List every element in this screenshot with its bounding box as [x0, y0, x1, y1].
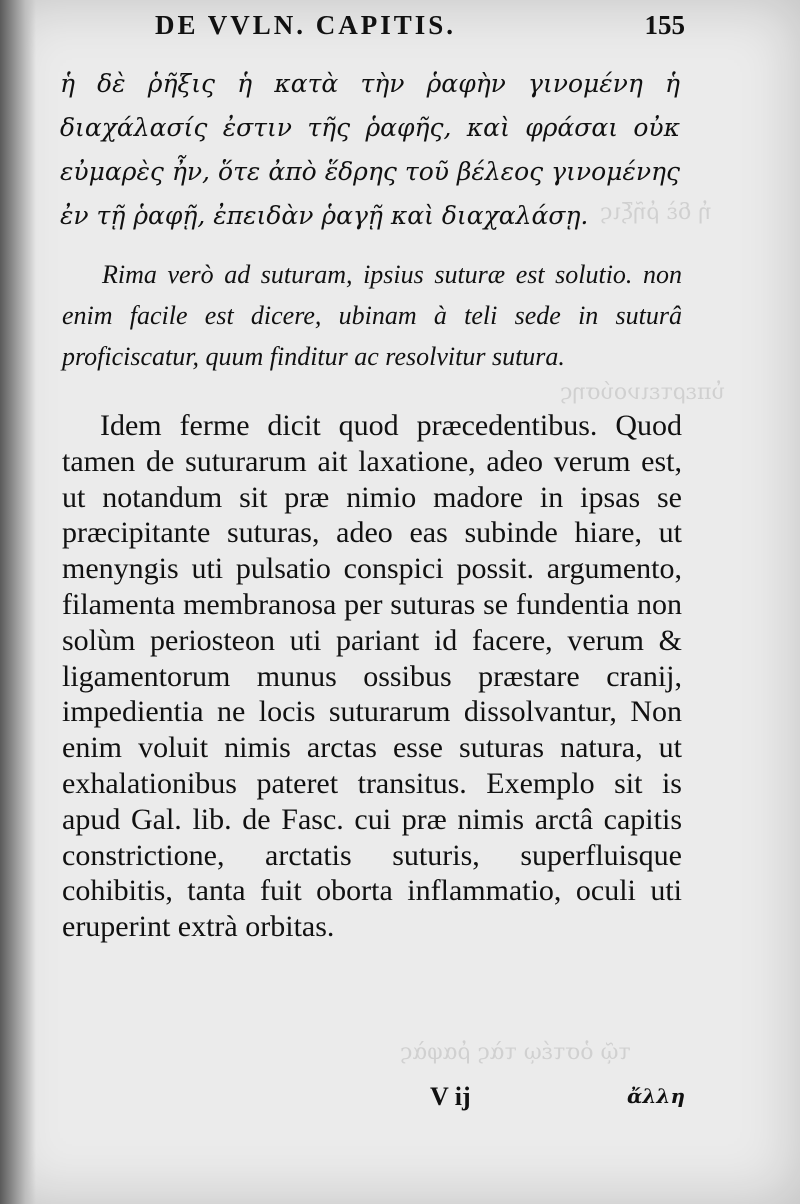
show-through: τῷ ὀστέῳ τὰς ῥαφὰς — [400, 1040, 631, 1065]
catchword: ἄλλη — [627, 1084, 685, 1108]
page-gutter — [0, 0, 36, 1204]
page-number: 155 — [644, 10, 685, 40]
signature-mark: V ij — [430, 1082, 471, 1111]
greek-text: ἡ δὲ ῥῆξις ἡ κατὰ τὴν ῥαφὴν γινομένη ἡ διαχάλασίς ἐστιν τῆς ῥαφῆς, καὶ φράσαι οὐκ εὐμαρὲς ἦν, ὅτε ἀπὸ ἕδρης τοῦ βέλεος γινομένης ἐν τῇ ῥαφῇ, ἐπειδὰν ῥαγῇ καὶ διαχαλάσῃ. — [60, 69, 680, 230]
page-header — [155, 6, 685, 46]
latin-translation: Rima verò ad suturam, ipsius suturæ est solutio. non enim facile est dicere, ubinam à teli sede in suturâ proficiscatur, quum finditur ac resolvitur sutura. — [62, 260, 682, 371]
commentary-paragraph: Idem ferme dicit quod præcedentibus. Quod tamen de suturarum ait laxatione, adeo verum est, ut notandum sit præ nimio madore in ipsas se præcipitante suturas, adeo eas subinde hiare, ut menyngis uti pulsatio conspici possit. argumento, filamenta membranosa per suturas se fundentia non solùm periosteon uti pariant id facere, verum & ligamentorum munus ossibus præstare cranij, impedientia ne locis suturarum dissolvantur, Non enim voluit nimis arctas esse suturas natura, ut exhalationibus pateret transitus. Exemplo sit is apud Gal. lib. de Fasc. cui præ nimis arctâ capitis constrictione, arctatis suturis, superfluisque cohibitis, tanta fuit oborta inflammatio, oculi uti eruperint extrà orbitas. — [62, 409, 682, 944]
running-head: DE VVLN. CAPITIS. — [155, 10, 457, 40]
page-footer — [60, 1082, 685, 1122]
show-through: ὑπερτεινούσης — [560, 380, 725, 405]
show-through: ἡ δὲ ῥῆξις — [600, 200, 712, 225]
